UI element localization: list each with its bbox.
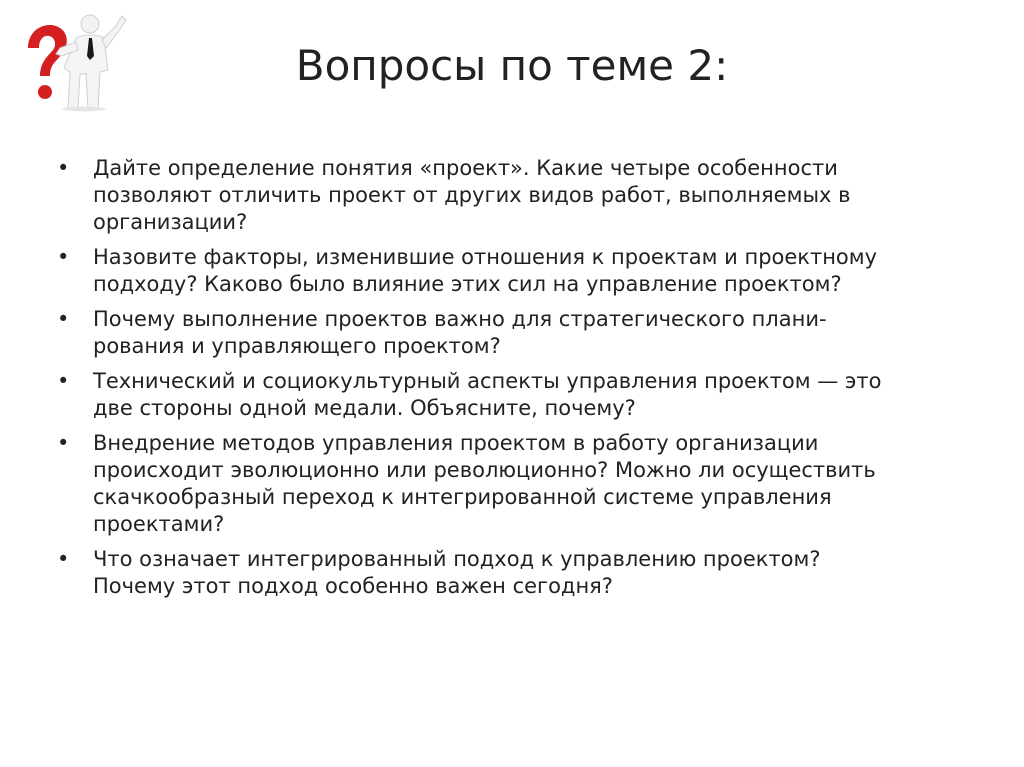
list-item (58, 244, 978, 298)
bullet-icon: • (57, 431, 70, 455)
bullet-icon: • (57, 369, 70, 393)
bullet-icon: • (57, 547, 70, 571)
list-item (58, 155, 978, 236)
question-text: Технический и социокультурный аспекты управления проектом — это две стороны одной медали. Объясните, почему? (93, 369, 882, 420)
bullet-icon: • (57, 307, 70, 331)
question-text: Почему выполнение проектов важно для стратегического плани- рования и управляющего проектом? (93, 307, 827, 358)
list-item (58, 546, 978, 600)
list-item (58, 430, 978, 538)
bullet-icon: • (57, 245, 70, 269)
list-item (58, 368, 978, 422)
list-item (58, 306, 978, 360)
bullet-icon: • (57, 156, 70, 180)
slide-title: Вопросы по теме 2: (295, 41, 729, 90)
question-text: Дайте определение понятия «проект». Какие четыре особенности позволяют отличить проект от других видов работ, выполняемых в организации? (93, 156, 851, 234)
question-text: Что означает интегрированный подход к управлению проектом? Почему этот подход особенно важен сегодня? (93, 547, 821, 598)
question-text: Внедрение методов управления проектом в работу организации происходит эволюционно или революционно? Можно ли осуществить скачкообразный переход к интегрированной системе управления проектами? (93, 431, 876, 536)
question-text: Назовите факторы, изменившие отношения к проектам и проектному подходу? Каково было влияние этих сил на управление проектом? (93, 245, 878, 296)
question-list (58, 155, 978, 608)
